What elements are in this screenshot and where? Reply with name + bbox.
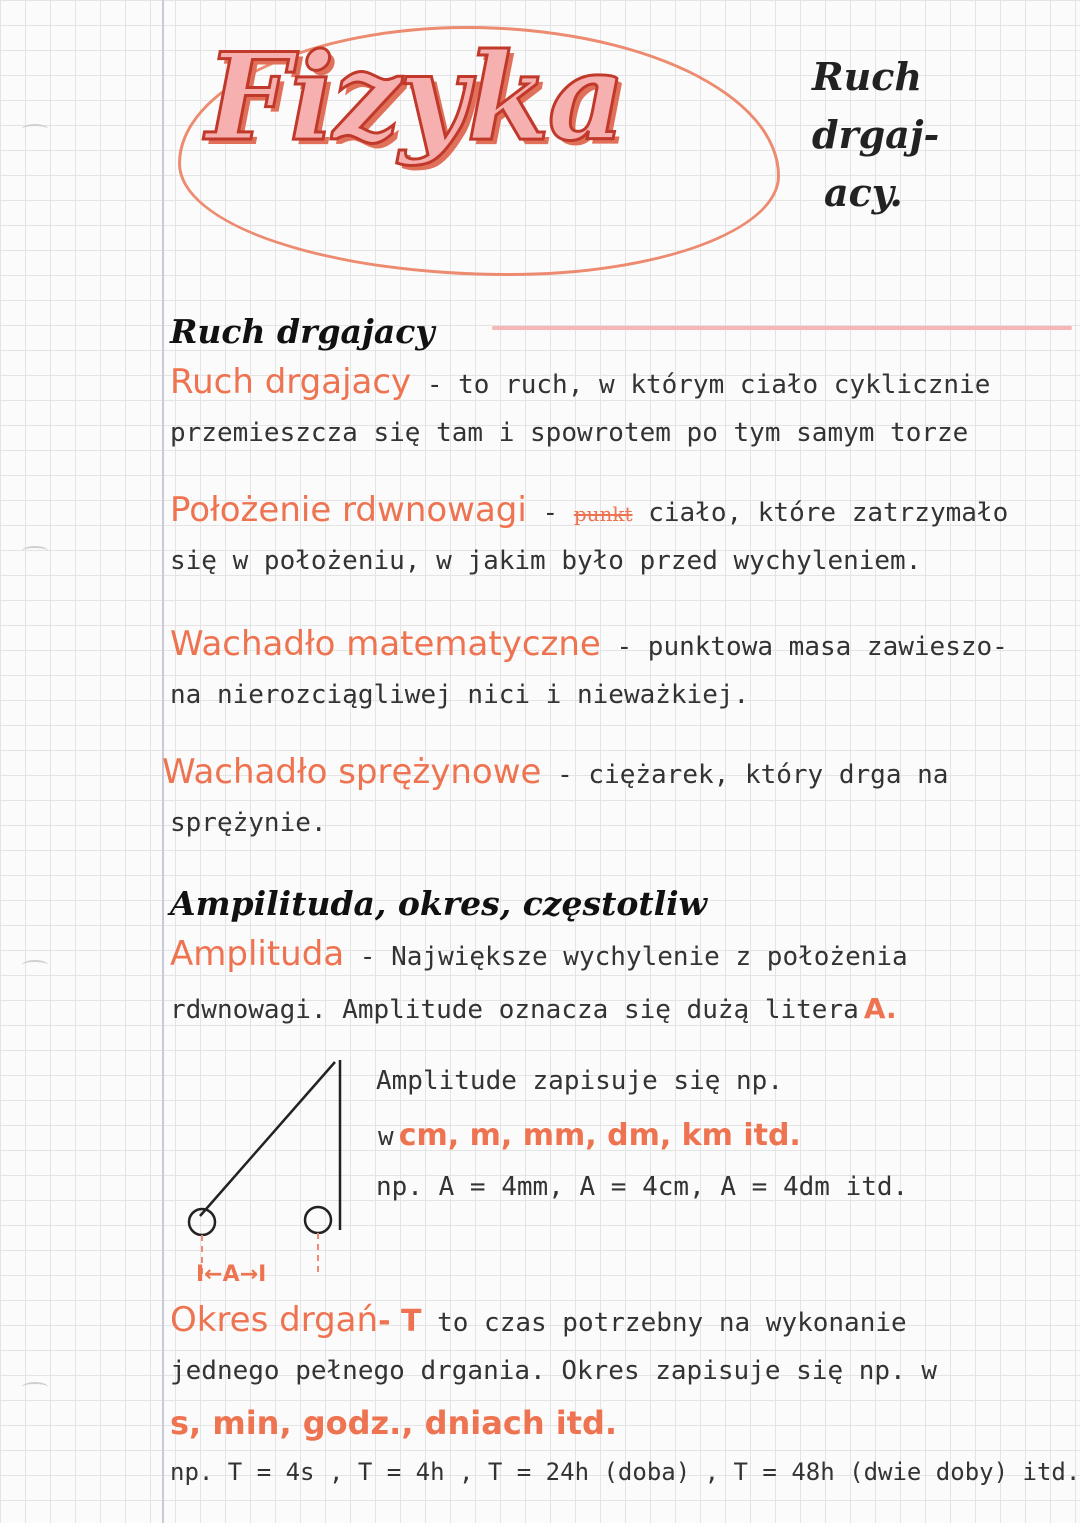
definition-line: jednego pełnego drgania. Okres zapisuje się np. w xyxy=(170,1356,938,1386)
page-title: Fizyka xyxy=(206,27,624,168)
strikethrough-word: punkt xyxy=(573,502,633,526)
amplitude-label: I←A→I xyxy=(196,1262,267,1287)
term: Położenie rdwnowagi xyxy=(170,490,527,530)
pendulum-diagram xyxy=(160,1050,360,1290)
section-heading: Ampilituda, okres, częstotliw xyxy=(170,884,708,923)
definition-text: - punktowa masa zawieszo- xyxy=(600,632,1008,662)
symbol: - T xyxy=(378,1304,422,1339)
punch-hole-mark xyxy=(22,1382,48,1392)
note-line xyxy=(378,1118,801,1153)
definition-line: przemieszcza się tam i spowrotem po tym samym torze xyxy=(170,418,969,448)
definition-text: - to ruch, w którym ciało cyklicznie xyxy=(411,370,991,400)
pendulum-bob-right xyxy=(305,1207,331,1233)
note-line: Amplitude zapisuje się np. xyxy=(376,1066,783,1096)
definition-text: - Największe wychylenie z położenia xyxy=(344,942,908,972)
definition-line: sprężynie. xyxy=(170,808,327,838)
definition-text: to czas potrzebny na wykonanie xyxy=(421,1308,907,1338)
term: Wachadło sprężynowe xyxy=(162,752,542,792)
definition-line xyxy=(170,624,1008,664)
term: Amplituda xyxy=(170,934,345,974)
units-list: cm, m, mm, dm, km itd. xyxy=(398,1118,801,1153)
definition-line xyxy=(170,992,897,1025)
units-list: s, min, godz., dniach itd. xyxy=(170,1404,618,1442)
definition-line xyxy=(170,362,990,402)
definition-text: rdwnowagi. Amplitude oznacza się dużą litera xyxy=(170,995,859,1025)
note-text: w xyxy=(378,1122,394,1152)
heading-underline xyxy=(492,326,1072,330)
topic-label xyxy=(812,48,1062,222)
definition-line xyxy=(170,1300,907,1340)
punch-hole-mark xyxy=(22,546,48,556)
symbol: A. xyxy=(863,992,897,1025)
definition-text: ciało, które zatrzymało xyxy=(632,498,1009,528)
punch-hole-mark xyxy=(22,960,48,970)
definition-line: się w położeniu, w jakim było przed wychyleniem. xyxy=(170,546,922,576)
section-heading: Ruch drgajacy xyxy=(170,312,435,351)
note-line: np. A = 4mm, A = 4cm, A = 4dm itd. xyxy=(376,1172,909,1202)
term: Okres drgań xyxy=(170,1300,379,1340)
definition-line xyxy=(170,934,908,974)
term: Ruch drgajacy xyxy=(170,362,412,402)
definition-line: na nierozciągliwej nici i nieważkiej. xyxy=(170,680,750,710)
topic-line: acy. xyxy=(824,170,903,215)
example-line: np. T = 4s , T = 4h , T = 24h (doba) , T = 48h (dwie doby) itd. xyxy=(170,1458,1080,1486)
topic-line: Ruch drgaj- xyxy=(812,54,940,157)
pendulum-string-deflected xyxy=(200,1062,335,1216)
definition-text: - ciężarek, który drga na xyxy=(541,760,949,790)
definition-line: Położenie rdwnowagi - punkt ciało, które zatrzymało xyxy=(170,490,1009,530)
punch-hole-mark xyxy=(22,124,48,134)
definition-line xyxy=(162,752,948,792)
term: Wachadło matematyczne xyxy=(170,624,601,664)
